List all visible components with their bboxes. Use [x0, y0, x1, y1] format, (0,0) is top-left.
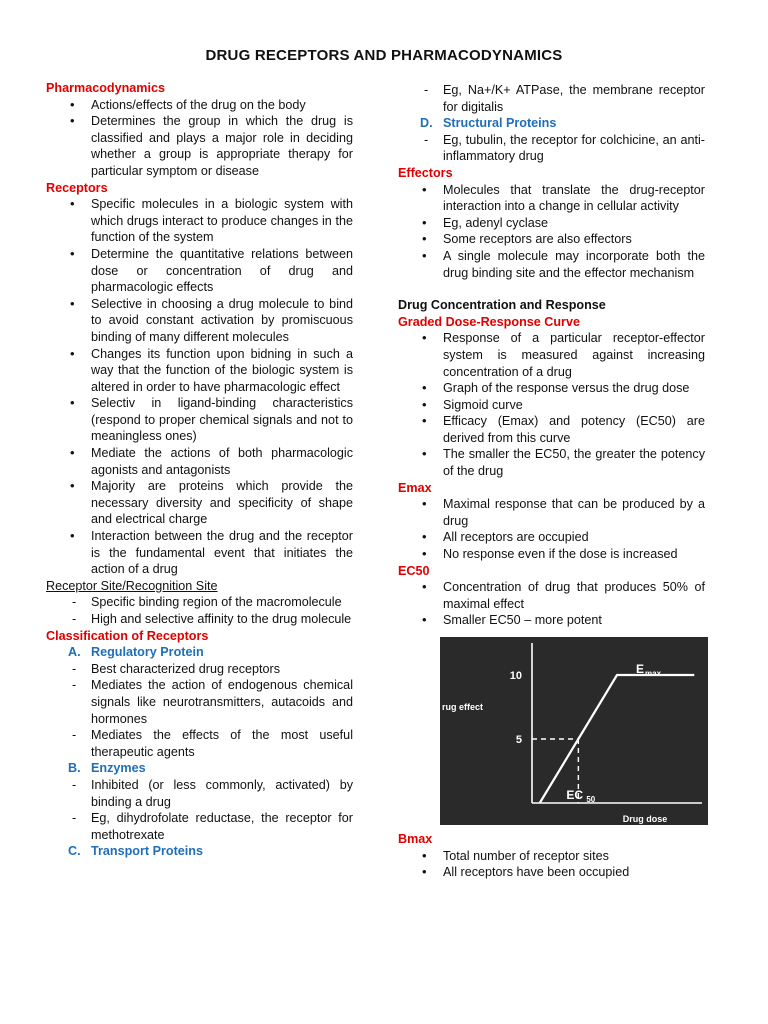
list-item: • No response even if the dose is increased — [398, 546, 705, 563]
x-axis-label: Drug dose — [622, 814, 668, 824]
structural-proteins-list — [398, 132, 705, 165]
list-item: - Mediates the action of endogenous chemical signals like neurotransmitters, autacoids and hormones — [46, 677, 353, 727]
heading-structural-proteins — [398, 115, 705, 132]
emax-list — [398, 496, 705, 562]
list-item: • Response of a particular receptor-effector system is measured against increasing concentration of a drug — [398, 330, 705, 380]
ec50-annotation: EC — [566, 788, 584, 802]
list-item: • Molecules that translate the drug-receptor interaction into a change in cellular activity — [398, 182, 705, 215]
right-column — [398, 82, 705, 881]
receptors-list — [46, 196, 353, 578]
list-item: • Some receptors are also effectors — [398, 231, 705, 248]
heading-emax: Emax — [398, 480, 432, 495]
list-item: - Eg, dihydrofolate reductase, the receptor for methotrexate — [46, 810, 353, 843]
list-item: • Selectiv in ligand-binding characteristics (respond to proper chemical signals and not to meaningless ones) — [46, 395, 353, 445]
receptor-site-list — [46, 594, 353, 627]
list-item: - High and selective affinity to the drug molecule — [46, 611, 353, 628]
heading-receptor-site: Receptor Site/Recognition Site — [46, 578, 218, 593]
list-item: • Majority are proteins which provide the necessary diversity and specificity of shape and electrical charge — [46, 478, 353, 528]
list-item: • Efficacy (Emax) and potency (EC50) are derived from this curve — [398, 413, 705, 446]
list-item: • Specific molecules in a biologic system with which drugs interact to produce changes in the function of the system — [46, 196, 353, 246]
heading-ec50: EC50 — [398, 563, 430, 578]
heading-pharmacodynamics: Pharmacodynamics — [46, 81, 165, 95]
list-item: • Changes its function upon bidning in such a way that the function of the biologic system is altered in order to have pharmacologic effect — [46, 346, 353, 396]
letter-b: B. — [68, 761, 81, 776]
left-column — [46, 80, 353, 860]
list-item: • Sigmoid curve — [398, 397, 705, 414]
transport-proteins-list — [398, 82, 705, 115]
list-item: • The smaller the EC50, the greater the potency of the drug — [398, 446, 705, 479]
list-item: • Actions/effects of the drug on the body — [46, 97, 353, 114]
list-item: - Eg, tubulin, the receptor for colchicine, an anti-inflammatory drug — [398, 132, 705, 165]
heading-transport-proteins — [46, 843, 353, 860]
list-item: • All receptors are occupied — [398, 529, 705, 546]
heading-bmax: Bmax — [398, 832, 433, 846]
list-item: - Eg, Na+/K+ ATPase, the membrane receptor for digitalis — [398, 82, 705, 115]
list-item: • A single molecule may incorporate both the drug binding site and the effector mechanism — [398, 248, 705, 281]
heading-text: Structural Proteins — [443, 116, 557, 131]
letter-c: C. — [68, 844, 81, 859]
ec50-list — [398, 579, 705, 629]
bmax-list — [398, 848, 705, 881]
dose-response-chart — [440, 637, 708, 825]
heading-receptors: Receptors — [46, 180, 108, 195]
list-item: • Graph of the response versus the drug dose — [398, 380, 705, 397]
emax-annotation-subscript: max — [645, 669, 662, 678]
list-item: • Determine the quantitative relations between dose or concentration of drug and pharmacologic effects — [46, 246, 353, 296]
letter-d: D. — [420, 116, 433, 131]
list-item: - Mediates the effects of the most useful therapeutic agents — [46, 727, 353, 760]
list-item: • All receptors have been occupied — [398, 864, 705, 881]
list-item: • Interaction between the drug and the receptor is the fundamental event that initiates the action of a drug — [46, 528, 353, 578]
heading-effectors: Effectors — [398, 165, 453, 180]
list-item: - Inhibited (or less commonly, activated) by binding a drug — [46, 777, 353, 810]
list-item: • Concentration of drug that produces 50% of maximal effect — [398, 579, 705, 612]
ec50-annotation-subscript: 50 — [586, 795, 596, 804]
letter-a: A. — [68, 645, 81, 660]
effectors-list — [398, 182, 705, 282]
enzymes-list — [46, 777, 353, 843]
y-tick-label: 5 — [515, 734, 522, 746]
pharmacodynamics-list — [46, 97, 353, 180]
list-item: - Best characterized drug receptors — [46, 661, 353, 678]
heading-classification: Classification of Receptors — [46, 628, 209, 643]
spacer — [398, 281, 705, 297]
heading-regulatory-protein — [46, 644, 353, 661]
heading-drug-concentration: Drug Concentration and Response — [398, 298, 606, 313]
graded-list — [398, 330, 705, 479]
list-item: • Mediate the actions of both pharmacologic agonists and antagonists — [46, 445, 353, 478]
list-item: • Total number of receptor sites — [398, 848, 705, 865]
y-axis-label: rug effect — [442, 702, 484, 712]
list-item: • Determines the group in which the drug is classified and plays a major role in deciding whether a group is appropriate therapy for particular symptom or disease — [46, 113, 353, 179]
list-item: • Maximal response that can be produced by a drug — [398, 496, 705, 529]
heading-text: Transport Proteins — [91, 844, 203, 859]
heading-graded-dose-response: Graded Dose-Response Curve — [398, 314, 580, 329]
y-tick-label: 10 — [509, 670, 522, 682]
list-item: - Specific binding region of the macromolecule — [46, 594, 353, 611]
heading-text: Regulatory Protein — [91, 645, 204, 660]
heading-enzymes — [46, 760, 353, 777]
list-item: • Eg, adenyl cyclase — [398, 215, 705, 232]
regulatory-protein-list — [46, 661, 353, 761]
list-item: • Smaller EC50 – more potent — [398, 612, 705, 629]
emax-annotation: E — [636, 662, 645, 676]
page-title: DRUG RECEPTORS AND PHARMACODYNAMICS — [205, 47, 563, 64]
heading-text: Enzymes — [91, 761, 146, 776]
list-item: • Selective in choosing a drug molecule to bind to avoid constant activation by promiscuous binding of many different molecules — [46, 296, 353, 346]
